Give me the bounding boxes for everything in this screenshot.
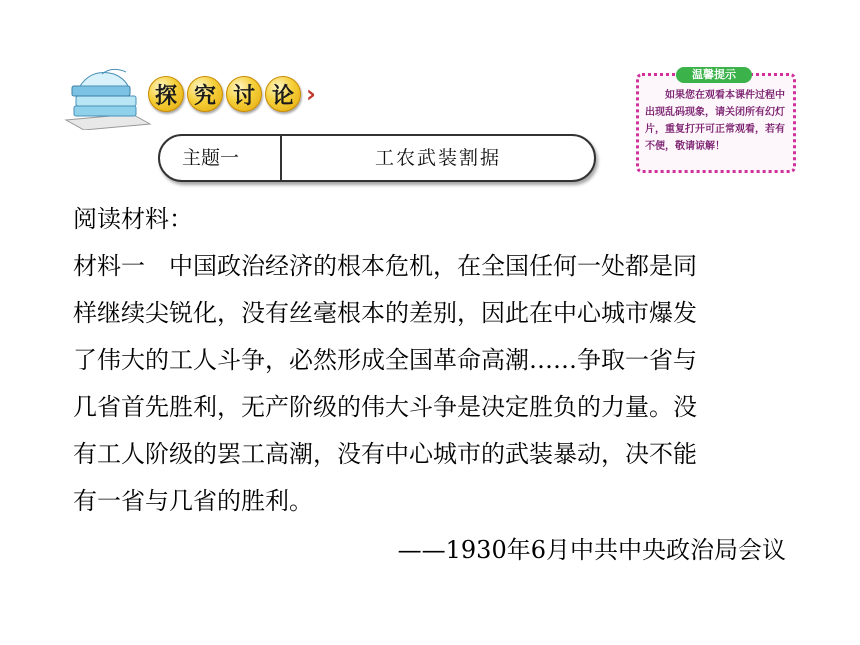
theme-bar bbox=[158, 134, 596, 182]
material-line-1 bbox=[73, 243, 773, 290]
title-char-1: 探 bbox=[148, 76, 184, 112]
material-line-2: 样继续尖锐化，没有丝毫根本的差别，因此在中心城市爆发 bbox=[73, 299, 697, 327]
section-title bbox=[148, 74, 316, 114]
notice-body: 如果您在观看本课件过程中出现乱码现象，请关闭所有幻灯片，重复打开可正常观看，若有不便，敬请谅解！ bbox=[645, 90, 785, 152]
theme-title: 工农武装割据 bbox=[374, 147, 501, 169]
material-label: 材料一 bbox=[73, 252, 145, 280]
material-line-3: 了伟大的工人斗争，必然形成全国革命高潮……争取一省与 bbox=[73, 346, 697, 374]
material-text-1: 中国政治经济的根本危机，在全国任何一处都是同 bbox=[169, 252, 697, 280]
notice-box bbox=[636, 68, 796, 173]
title-char-3: 讨 bbox=[226, 76, 262, 112]
source-citation: ——1930年6月中共中央政治局会议 bbox=[397, 536, 786, 564]
material-line-5: 有工人阶级的罢工高潮，没有中心城市的武装暴动，决不能 bbox=[73, 440, 697, 468]
title-char-4: 论 bbox=[265, 76, 301, 112]
title-char-2: 究 bbox=[187, 76, 223, 112]
reading-heading: 阅读材料： bbox=[73, 205, 193, 233]
material-line-4: 几省首先胜利，无产阶级的伟大斗争是决定胜负的力量。没 bbox=[73, 393, 697, 421]
theme-label: 主题一 bbox=[182, 147, 240, 169]
reading-material bbox=[73, 196, 773, 525]
notice-title: 温馨提示 bbox=[676, 67, 752, 83]
chevron-right-icon: › bbox=[306, 80, 316, 108]
material-line-6: 有一省与几省的胜利。 bbox=[73, 487, 313, 515]
books-icon bbox=[62, 66, 154, 130]
